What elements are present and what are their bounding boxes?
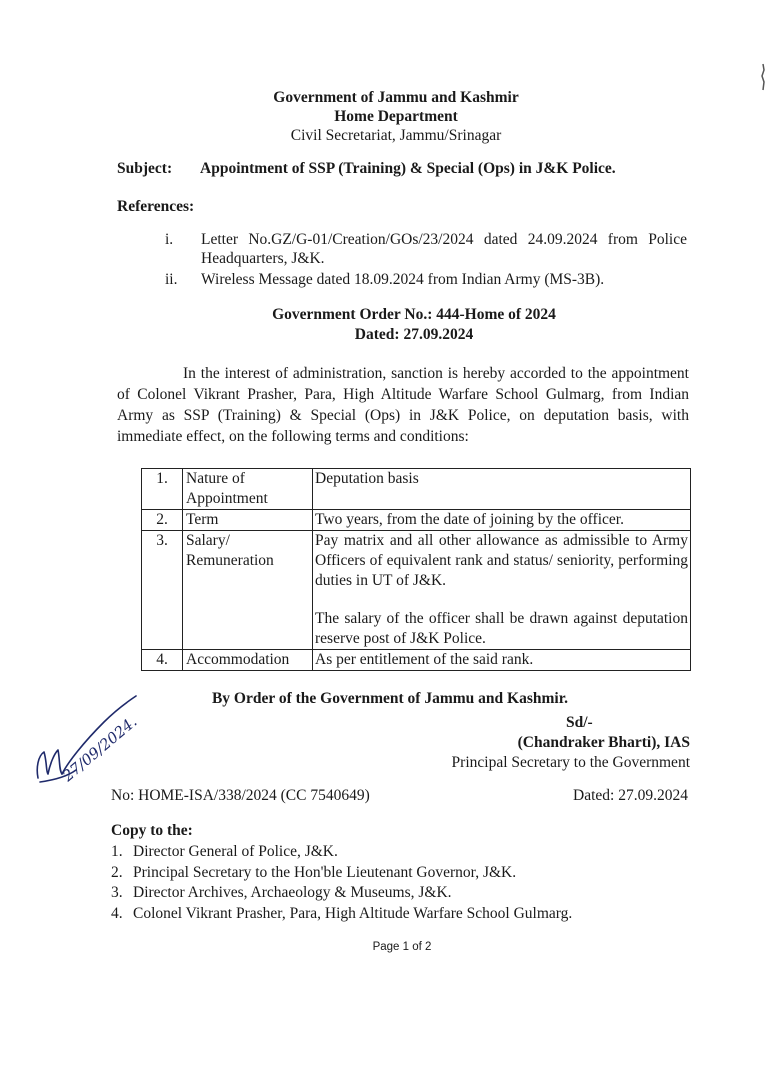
page-footer: Page 1 of 2 xyxy=(372,941,432,953)
reference-item xyxy=(165,230,687,268)
term-name: Salary/ Remuneration xyxy=(183,531,313,650)
term-number: 3. xyxy=(142,531,183,650)
signed-mark: Sd/- xyxy=(566,714,593,731)
list-number: 2. xyxy=(111,863,123,881)
term-value xyxy=(313,650,691,671)
scan-edge-mark xyxy=(760,62,766,92)
letterhead-government: Government of Jammu and Kashmir xyxy=(273,89,519,106)
term-value-text: Pay matrix and all other allowance as admissible to Army Officers of equivalent rank and status/ seniority, performing duties in UT of J&K. xyxy=(315,532,688,589)
order-number: Government Order No.: 444-Home of 2024 xyxy=(272,306,556,323)
list-text: Colonel Vikrant Prasher, Para, High Altitude Warfare School Gulmarg. xyxy=(133,904,573,922)
signatory-designation: Principal Secretary to the Government xyxy=(451,754,690,771)
reference-number: ii. xyxy=(165,271,178,288)
references-list xyxy=(165,230,687,291)
letterhead-address: Civil Secretariat, Jammu/Srinagar xyxy=(290,127,502,144)
table-row xyxy=(142,531,691,650)
list-item xyxy=(111,842,671,863)
order-date: Dated: 27.09.2024 xyxy=(354,326,474,343)
list-item xyxy=(111,904,671,925)
table-row xyxy=(142,510,691,531)
term-value-text: The salary of the officer shall be drawn against deputation reserve post of J&K Police. xyxy=(315,610,688,647)
reference-dated-line: Dated: 27.09.2024 xyxy=(573,787,688,804)
reference-text: Wireless Message dated 18.09.2024 from Indian Army (MS-3B). xyxy=(201,271,605,288)
handwritten-signature xyxy=(24,690,164,800)
by-order-line: By Order of the Government of Jammu and Kashmir. xyxy=(211,690,569,707)
term-name: Term xyxy=(183,510,313,531)
subject-text: Appointment of SSP (Training) & Special (Ops) in J&K Police. xyxy=(200,160,616,177)
term-value xyxy=(313,469,691,510)
list-item xyxy=(111,863,671,884)
list-number: 3. xyxy=(111,884,123,901)
list-number: 1. xyxy=(111,843,123,860)
subject-line xyxy=(117,160,616,178)
government-order-heading xyxy=(0,305,768,345)
term-name: Accommodation xyxy=(183,650,313,671)
copy-to-list xyxy=(111,842,671,924)
term-number: 2. xyxy=(142,510,183,531)
reference-number: i. xyxy=(165,231,174,248)
copy-to-title: Copy to the: xyxy=(111,822,193,839)
list-item xyxy=(111,883,671,904)
table-row xyxy=(142,650,691,671)
term-value-text: Deputation basis xyxy=(315,470,419,487)
list-text: Director Archives, Archaeology & Museums, J&K. xyxy=(133,884,452,901)
reference-number-line: No: HOME-ISA/338/2024 (CC 7540649) xyxy=(111,787,370,804)
list-text: Principal Secretary to the Hon'ble Lieutenant Governor, J&K. xyxy=(133,863,517,881)
letterhead xyxy=(0,88,768,145)
term-value-text: Two years, from the date of joining by the officer. xyxy=(315,511,624,528)
term-number: 4. xyxy=(142,650,183,671)
term-value xyxy=(313,531,691,650)
list-number: 4. xyxy=(111,904,123,922)
term-value-text: As per entitlement of the said rank. xyxy=(315,651,534,668)
handwritten-date: 27/09/2024. xyxy=(59,712,141,786)
table-row xyxy=(142,469,691,510)
signatory-name: (Chandraker Bharti), IAS xyxy=(517,734,690,751)
term-value xyxy=(313,510,691,531)
term-number: 1. xyxy=(142,469,183,510)
term-name: Nature of Appointment xyxy=(183,469,313,510)
terms-table xyxy=(141,468,691,671)
reference-item xyxy=(165,270,687,289)
references-title: References: xyxy=(117,198,195,215)
body-paragraph: In the interest of administration, sanction is hereby accorded to the appointment of Colonel Vikrant Prasher, Para, High Altitude Warfare School Gulmarg, from Indian Army as SSP (Training) & Special (Ops) in J&K Police, on deputation basis, with immediate effect, on the following terms and conditions: xyxy=(117,365,689,445)
letterhead-department: Home Department xyxy=(334,108,458,125)
subject-label: Subject: xyxy=(117,160,173,177)
list-text: Director General of Police, J&K. xyxy=(133,843,338,860)
reference-text: Letter No.GZ/G-01/Creation/GOs/23/2024 dated 24.09.2024 from Police Headquarters, J&K. xyxy=(201,231,687,267)
